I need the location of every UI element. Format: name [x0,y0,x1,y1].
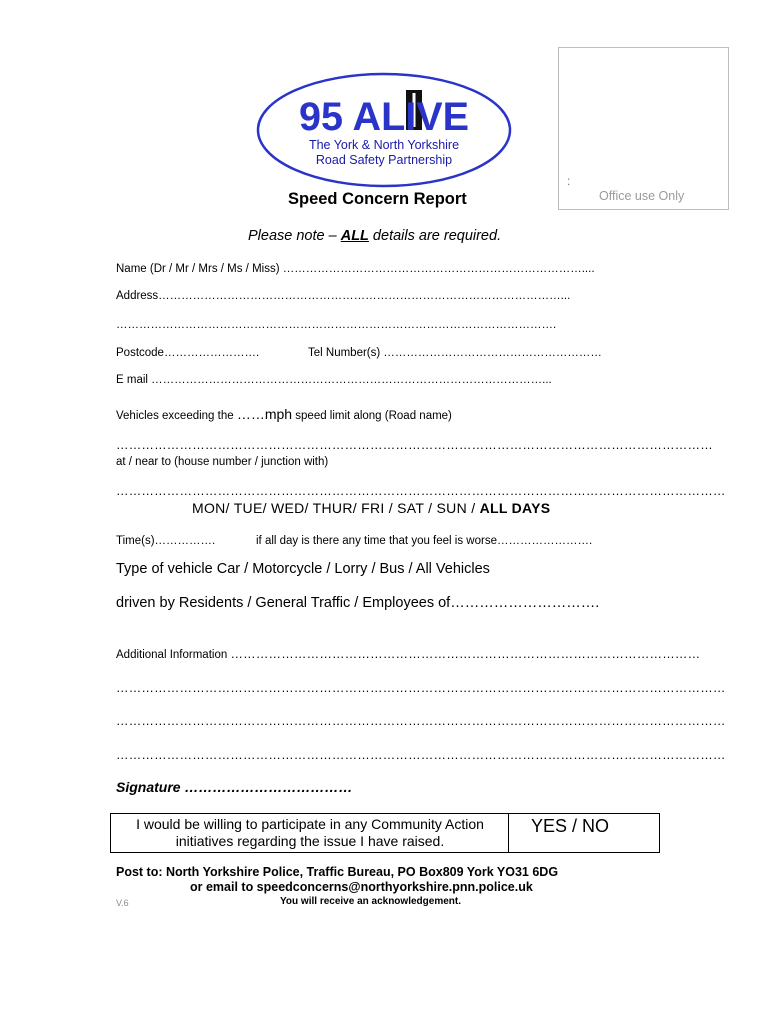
additional-info-line [116,647,700,661]
days-options[interactable] [192,500,550,516]
additional-line-4[interactable]: ……………………………………………………………………………………………………………………………… [116,748,726,762]
post-address: Post to: North Yorkshire Police, Traffic Bureau, PO Box809 York YO31 6DG [116,865,559,879]
times-note: if all day is there any time that you feel is worse……………………. [256,535,593,547]
all-days-option: ALL DAYS [479,500,551,516]
days-list: MON/ TUE/ WED/ THUR/ FRI / SAT / SUN / [192,500,480,516]
name-field[interactable]: Name (Dr / Mr / Mrs / Ms / Miss) …………………………………………………………………….... [116,263,595,275]
additional-info-field[interactable]: ………………………………………………………………………………………………… [230,647,701,661]
office-colon: : [567,174,571,188]
yes-no-option[interactable]: YES / NO [531,816,610,836]
additional-info-label: Additional Information [116,649,231,661]
note-emphasis: ALL [340,228,369,244]
near-to-label: at / near to (house number / junction with) [116,456,329,468]
address-field[interactable]: Address……………………………………………………………………………………………... [116,290,571,302]
office-use-label: Office use Only [599,189,685,203]
logo-95-alive [256,72,512,188]
postcode-field[interactable]: Postcode……………………. [116,347,260,359]
driven-by-options[interactable]: driven by Residents / General Traffic / Employees of…………………………. [116,595,600,611]
address-line2-field[interactable]: ……………………………………………………………………………………………………. [116,319,557,331]
community-divider [508,814,509,852]
tel-field[interactable]: Tel Number(s) ………………………………………………… [308,347,602,359]
community-action-box [110,813,660,853]
logo-main-text: 95 ALIVE [299,95,469,139]
acknowledgement-note: You will receive an acknowledgement. [280,896,461,907]
junction-field[interactable]: ……………………………………………………………………………………………………………………………… [116,484,726,498]
form-title: Speed Concern Report [288,190,467,208]
logo-line1: The York & North Yorkshire [308,138,460,152]
note-prefix: Please note – [248,228,341,244]
community-action-text: I would be willing to participate in any Community Action initiatives regarding the issue I have raised. [136,816,484,849]
road-name-field[interactable]: …………………………………………………………………………………………………………………………… [116,438,713,452]
email-field[interactable]: E mail …………………………………………………………………………………………... [116,374,552,386]
times-field[interactable]: Time(s)……………. [116,535,216,547]
vehicle-type-options[interactable]: Type of vehicle Car / Motorcycle / Lorry / Bus / All Vehicles [116,561,490,577]
mph-field[interactable]: ……mph [236,406,293,422]
additional-line-2[interactable]: ……………………………………………………………………………………………………………………………… [116,681,726,695]
vehicles-suffix: speed limit along (Road name) [295,410,452,422]
required-note [248,228,501,244]
note-suffix: details are required. [368,228,502,244]
email-address: or email to speedconcerns@northyorkshire.pnn.police.uk [190,880,533,894]
vehicles-prefix: Vehicles exceeding the [116,410,237,422]
office-use-box [558,47,729,210]
signature-field[interactable]: Signature ……………………………… [116,779,353,795]
additional-line-3[interactable]: ……………………………………………………………………………………………………………………………… [116,714,726,728]
version-label: V.6 [116,898,129,908]
vehicles-exceeding-line [116,406,452,422]
logo-line2: Road Safety Partnership [315,153,453,167]
